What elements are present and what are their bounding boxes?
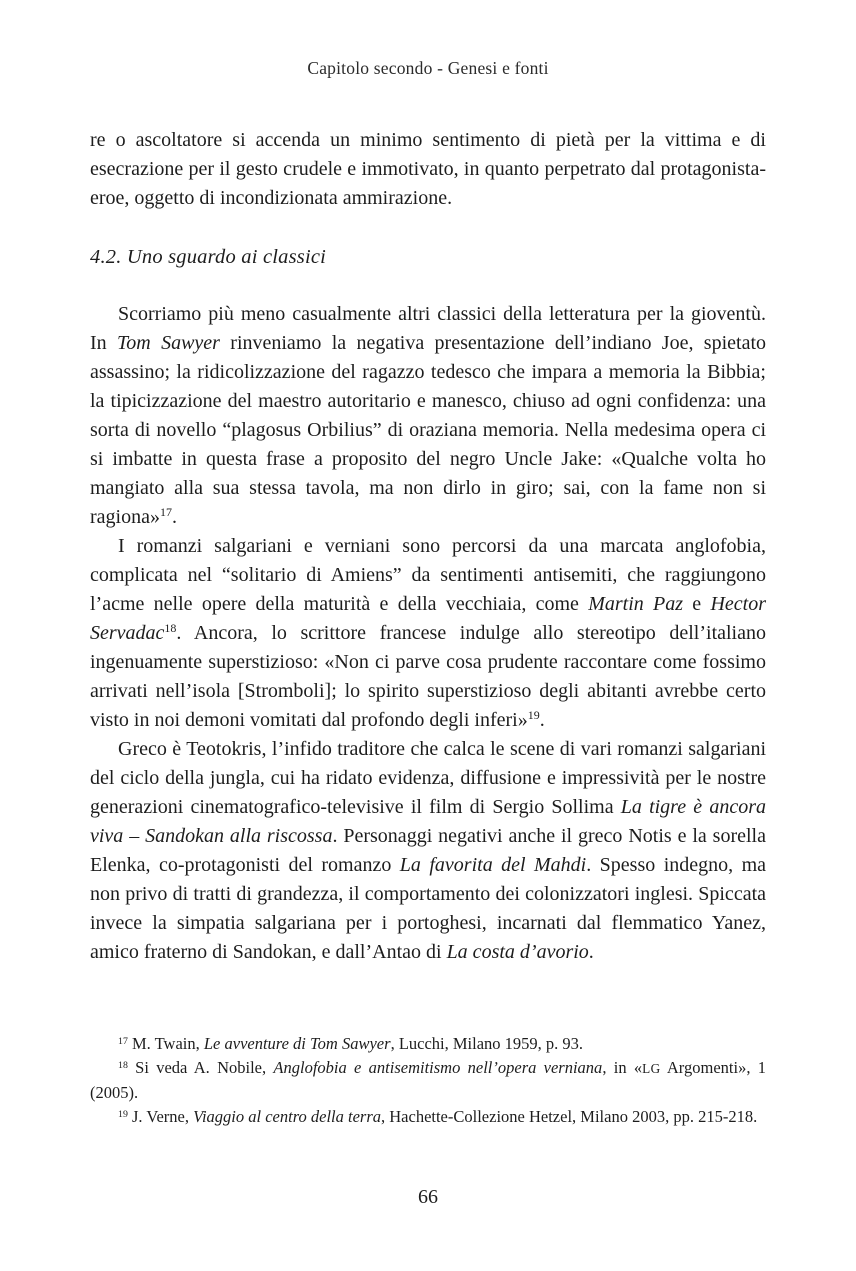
body-text xyxy=(90,126,766,967)
paragraph-continuation: re o ascoltatore si accenda un minimo sentimento di pietà per la vittima e di esecrazione per il gesto crudele e immotivato, in quanto perpetrato dal protagonista-eroe, oggetto di incondizionata ammirazione. xyxy=(90,129,766,209)
paragraph-tom-sawyer: Scorriamo più meno casualmente altri classici della letteratura per la gioventù. In Tom Sawyer rinveniamo la negativa presentazione dell’indiano Joe, spietato assassino; la ridicolizzazione del ragazzo tedesco che impara a memoria la Bibbia; la tipicizzazione del maestro autoritario e manesco, chiuso ad ogni confidenza: una sorta di novello “plagosus Orbilius” di oraziana memoria. Nella medesima opera ci si imbatte in questa frase a proposito del negro Uncle Jake: «Qualche volta ho mangiato alla sua stessa tavola, ma non dirlo in giro; sai, con la fame non si ragiona»$^{17}$. xyxy=(90,303,766,528)
footnote-17: $^{17}$ M. Twain, Le avventure di Tom Sawyer, Lucchi, Milano 1959, p. 93. xyxy=(118,1034,584,1053)
footnotes-block xyxy=(90,1032,766,1129)
footnote-19: $^{19}$ J. Verne, Viaggio al centro della terra, Hachette-Collezione Hetzel, Milano 2003, pp. 215-218. xyxy=(118,1107,758,1126)
section-heading: 4.2. Uno sguardo ai classici xyxy=(90,246,327,268)
paragraph-anglofobia: I romanzi salgariani e verniani sono percorsi da una marcata anglofobia, complicata nel “solitario di Amiens” da sentimenti antisemiti, che raggiungono l’acme nelle opere della maturità e della vecchiaia, come Martin Paz e Hector Servadac$^{18}$. Ancora, lo scrittore francese indulge allo stereotipo dell’italiano ingenuamente superstizioso: «Non ci parve cosa prudente raccontare come fossimo arrivati nell’isola [Stromboli]; lo spirito superstizioso degli abitanti avrebbe certo visto in noi demoni vomitati dal profondo degli inferi»$^{19}$. xyxy=(90,535,766,731)
running-head: Capitolo secondo - Genesi e fonti xyxy=(307,58,549,78)
page-number: 66 xyxy=(418,1186,438,1208)
paragraph-greco-teotokris: Greco è Teotokris, l’infido traditore che calca le scene di vari romanzi salgariani del ciclo della jungla, cui ha ridato evidenza, diffusione e impressività per le nostre generazioni cinematografico-televisive il film di Sergio Sollima La tigre è ancora viva – Sandokan alla riscossa. Personaggi negativi anche il greco Notis e la sorella Elenka, co-protagonisti del romanzo La favorita del Mahdi. Spesso indegno, ma non privo di tratti di grandezza, il comportamento dei colonizzatori inglesi. Spiccata invece la simpatia salgariana per i portoghesi, incarnati dal flemmatico Yanez, amico fraterno di Sandokan, e dall’Antao di La costa d’avorio. xyxy=(90,738,766,963)
footnote-18: $^{18}$ Si veda A. Nobile, Anglofobia e antisemitismo nell’opera verniana, in «LG Argomenti», 1 (2005). xyxy=(90,1058,766,1102)
